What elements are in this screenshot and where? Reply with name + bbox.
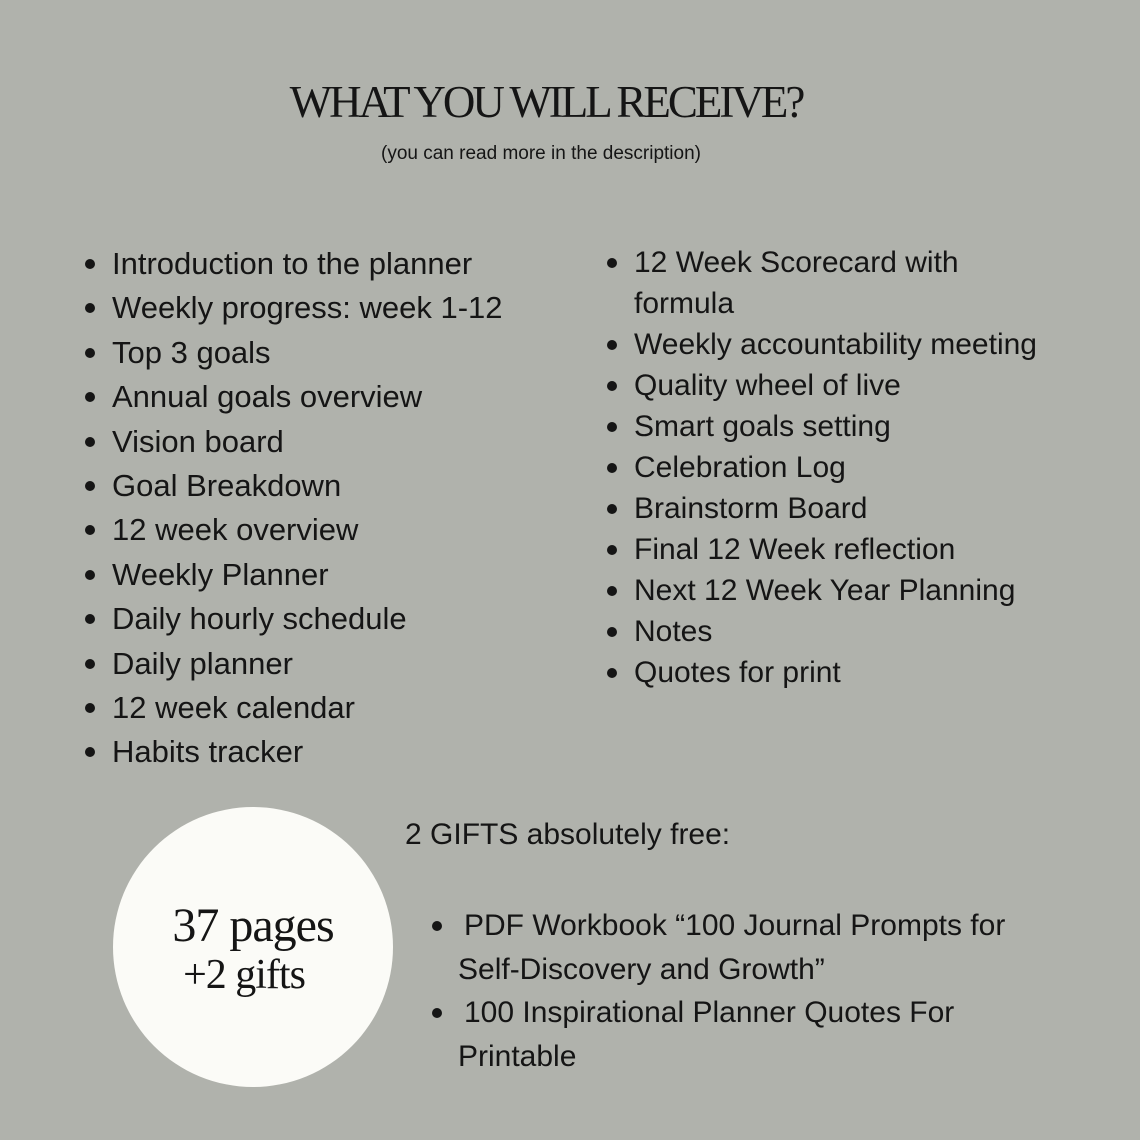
gift-item-label: PDF Workbook “100 Journal Prompts for Self-Discovery and Growth” — [458, 909, 1006, 986]
list-item — [634, 324, 1037, 365]
contents-list-right — [634, 242, 1037, 693]
bullet-icon — [607, 586, 617, 596]
list-item-label: Weekly progress: week 1-12 — [112, 290, 503, 326]
bullet-icon — [607, 504, 617, 514]
page-count-text: 37 pages — [172, 899, 334, 952]
list-item — [634, 406, 1037, 447]
list-item-label: Habits tracker — [112, 734, 304, 770]
bullet-icon — [85, 614, 95, 624]
list-item-label: 12 Week Scorecard with formula — [634, 246, 959, 320]
list-item — [112, 555, 503, 599]
list-item-label: Top 3 goals — [112, 334, 271, 370]
list-item — [112, 377, 503, 421]
bullet-icon — [85, 481, 95, 491]
bullet-icon — [85, 703, 95, 713]
list-item-label: Celebration Log — [634, 451, 846, 484]
list-item-label: Introduction to the planner — [112, 246, 473, 281]
bullet-icon — [432, 1008, 442, 1018]
list-item — [112, 732, 503, 776]
bullet-icon — [607, 463, 617, 473]
list-item-label: Weekly accountability meeting — [634, 328, 1037, 361]
gift-item-label: 100 Inspirational Planner Quotes For Printable — [458, 996, 955, 1073]
bullet-icon — [85, 659, 95, 669]
list-item — [634, 447, 1037, 488]
list-item-label: Brainstorm Board — [634, 492, 868, 525]
bullet-icon — [432, 921, 442, 931]
list-item — [112, 688, 503, 732]
page-count-badge — [113, 807, 393, 1087]
list-item — [112, 599, 503, 643]
list-item-label: Final 12 Week reflection — [634, 533, 956, 566]
list-item-label: Smart goals setting — [634, 410, 891, 443]
list-item-label: Next 12 Week Year Planning — [634, 574, 1016, 607]
bullet-icon — [85, 392, 95, 402]
gift-item — [458, 904, 1048, 991]
contents-list-left — [112, 244, 503, 777]
list-item-label: 12 week calendar — [112, 689, 355, 725]
bullet-icon — [607, 668, 617, 678]
bullet-icon — [85, 348, 95, 358]
bullet-icon — [85, 437, 95, 447]
gift-item — [458, 991, 1048, 1078]
bullet-icon — [607, 627, 617, 637]
bullet-icon — [85, 525, 95, 535]
list-item — [634, 611, 1037, 652]
bullet-icon — [85, 747, 95, 757]
bullet-icon — [607, 422, 617, 432]
list-item — [112, 288, 503, 332]
list-item-label: Quality wheel of live — [634, 369, 901, 402]
bullet-icon — [85, 303, 95, 313]
list-item — [112, 466, 503, 510]
list-item — [634, 652, 1037, 693]
bullet-icon — [607, 545, 617, 555]
list-item-label: 12 week overview — [112, 512, 359, 548]
list-item-label: Daily planner — [112, 645, 293, 681]
list-item — [112, 333, 503, 377]
list-item-label: Annual goals overview — [112, 379, 423, 415]
bullet-icon — [607, 258, 617, 268]
list-item-label: Daily hourly schedule — [112, 601, 407, 637]
bullet-icon — [607, 381, 617, 391]
list-item-label: Vision board — [112, 423, 284, 459]
list-item — [634, 242, 994, 324]
list-item-label: Weekly Planner — [112, 556, 329, 592]
bullet-icon — [85, 570, 95, 580]
page-subtitle: (you can read more in the description) — [381, 143, 701, 164]
list-item-label: Notes — [634, 615, 713, 648]
list-item — [634, 488, 1037, 529]
page-title: WHAT YOU WILL RECEIVE? — [289, 77, 803, 127]
gifts-list — [458, 904, 1048, 1078]
list-item-label: Quotes for print — [634, 656, 841, 689]
list-item — [112, 510, 503, 554]
list-item — [634, 529, 1037, 570]
list-item — [112, 244, 503, 288]
list-item — [634, 570, 1037, 611]
list-item — [634, 365, 1037, 406]
list-item — [112, 644, 503, 688]
bullet-icon — [607, 340, 617, 350]
gift-count-text: +2 gifts — [183, 952, 305, 998]
gifts-heading: 2 GIFTS absolutely free: — [405, 818, 731, 851]
list-item-label: Goal Breakdown — [112, 467, 342, 503]
bullet-icon — [85, 259, 95, 269]
list-item — [112, 422, 503, 466]
